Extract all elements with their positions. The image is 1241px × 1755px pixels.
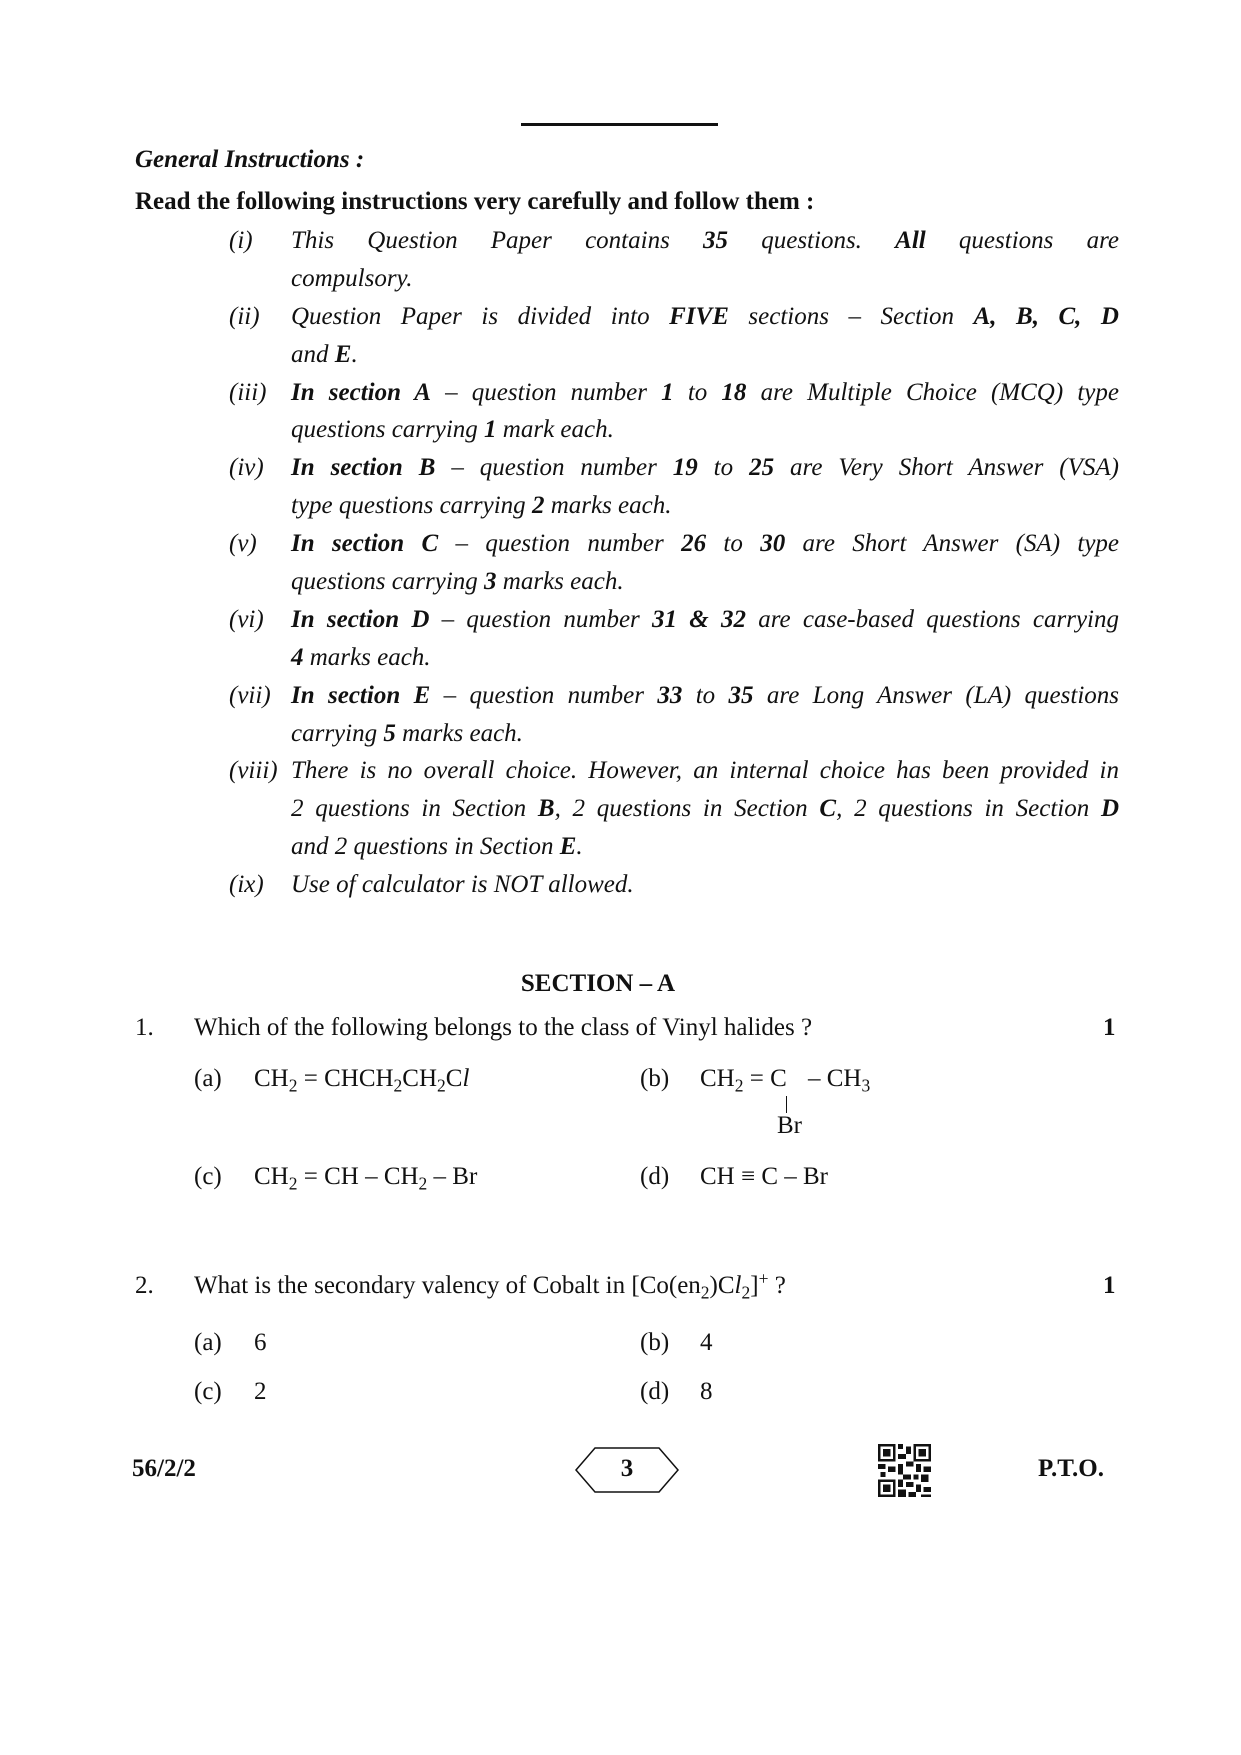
instruction-text: type questions carrying [291, 492, 532, 520]
instruction-emphasis: 35 [703, 227, 729, 254]
instruction-number: (i) [229, 227, 253, 254]
instruction-text: questions. [728, 227, 896, 254]
instruction-text: There is no overall choice. However, an internal choice has been provided in [291, 757, 1119, 785]
option-label: (a) [194, 1329, 222, 1356]
instruction-text: – question number [438, 530, 682, 558]
instruction-number: (vii) [229, 681, 271, 709]
instruction-emphasis: In section C [291, 530, 439, 558]
instruction-line [291, 563, 1119, 601]
instruction-text: . [576, 833, 583, 861]
instruction-emphasis: 25 [749, 454, 775, 482]
instruction-number: (iv) [229, 454, 264, 482]
instruction-text: are case-based questions carrying [745, 605, 1120, 633]
question-text: What is the secondary valency of Cobalt in $[Co(en_2)Cl_2]^+$ ? [194, 1268, 786, 1303]
instruction-line [291, 715, 1119, 753]
question-number: 2. [135, 1272, 154, 1299]
option-d-formula: CH ≡ C – Br [700, 1163, 829, 1190]
option-label: (d) [640, 1163, 670, 1190]
instruction-emphasis: E [334, 340, 352, 368]
instruction-line [291, 487, 1119, 525]
instruction-emphasis: 1 [661, 378, 674, 406]
instruction-text: Question Paper is divided into [291, 302, 670, 330]
instruction-emphasis: 33 [657, 681, 683, 709]
instruction-text: marks each. [395, 719, 523, 747]
instruction-line [291, 677, 1119, 715]
instruction-emphasis: 4 [291, 643, 304, 671]
instruction-number: (iii) [229, 378, 267, 406]
instruction-emphasis: 5 [383, 719, 396, 747]
option-b-formula: $CH_2 = C$ [700, 1065, 787, 1096]
instruction-text: , 2 questions in Section [554, 795, 820, 823]
instruction-number: (v) [229, 530, 257, 558]
instruction-text: are Multiple Choice (MCQ) type [746, 378, 1119, 406]
option-d-value: 8 [700, 1378, 713, 1405]
instruction-text: and [291, 340, 335, 368]
instruction-emphasis: 35 [728, 681, 754, 709]
option-label: (d) [640, 1378, 670, 1405]
instruction-emphasis: In section E [291, 681, 431, 709]
instruction-line [291, 601, 1119, 639]
instruction-text: to [697, 454, 750, 482]
question-number: 1. [135, 1014, 154, 1041]
option-a-formula: $CH_2$ = $CHCH_2CH_2Cl$ [254, 1065, 470, 1096]
instruction-line [291, 525, 1119, 563]
instructions-subheading: Read the following instructions very carefully and follow them : [135, 188, 815, 215]
instruction-text: marks each. [303, 643, 431, 671]
qr-code-icon [878, 1444, 931, 1497]
instruction-line [291, 260, 1119, 298]
instruction-line [291, 639, 1119, 677]
instruction-emphasis: In section B [291, 454, 436, 482]
top-rule [521, 123, 718, 126]
instruction-text: , 2 questions in Section [836, 795, 1101, 823]
option-label: (b) [640, 1329, 670, 1356]
instruction-text: – question number [430, 378, 662, 406]
instruction-line [291, 866, 1119, 904]
instruction-emphasis: FIVE [669, 302, 729, 330]
instruction-emphasis: 2 [531, 492, 545, 520]
instruction-emphasis: A, B, C, D [973, 302, 1119, 330]
option-b-formula-tail: – $CH_3$ [808, 1065, 871, 1096]
instruction-text: compulsory. [291, 264, 413, 292]
option-label: (c) [194, 1378, 222, 1405]
instruction-emphasis: C [819, 795, 837, 823]
instruction-text: marks each. [496, 568, 624, 596]
option-c-value: 2 [254, 1378, 267, 1405]
section-title: SECTION – A [520, 970, 676, 997]
instruction-text: are Short Answer (SA) type [785, 530, 1120, 558]
instruction-line [291, 411, 1119, 449]
instruction-line [291, 449, 1119, 487]
option-label: (a) [194, 1065, 222, 1092]
instruction-number: (vi) [229, 605, 264, 633]
option-c-formula: $CH_2$ = CH – $CH_2$ – Br [254, 1163, 478, 1194]
instruction-item [229, 449, 1119, 525]
instruction-text: are Long Answer (LA) questions [753, 681, 1119, 709]
instruction-emphasis: B [537, 795, 555, 823]
instruction-line [291, 336, 1119, 374]
instruction-emphasis: D [1100, 795, 1119, 823]
instruction-emphasis: In section D [291, 605, 430, 633]
pto-label: P.T.O. [1038, 1455, 1104, 1482]
option-label: (c) [194, 1163, 222, 1190]
instruction-text: This Question Paper contains [291, 227, 704, 254]
instruction-line [291, 298, 1119, 336]
instruction-emphasis: 3 [484, 568, 497, 596]
instruction-emphasis: 30 [760, 530, 786, 558]
option-label: (b) [640, 1065, 670, 1092]
instruction-text: sections – Section [728, 302, 974, 330]
instruction-text: questions carrying [291, 416, 485, 444]
instruction-item [229, 222, 1119, 298]
instruction-number: (ii) [229, 302, 260, 330]
question-text: Which of the following belongs to the class of Vinyl halides ? [194, 1014, 813, 1041]
instruction-text: – question number [435, 454, 673, 482]
instruction-text: to [673, 378, 722, 406]
instruction-number: (viii) [229, 757, 278, 785]
instruction-item [229, 525, 1119, 601]
instruction-item [229, 866, 1119, 904]
question-marks: 1 [1103, 1014, 1116, 1041]
instruction-text: – question number [430, 681, 658, 709]
instruction-line [291, 790, 1119, 828]
option-b-value: 4 [700, 1329, 713, 1356]
instructions-list [229, 222, 1119, 904]
instruction-text: questions are [925, 227, 1119, 254]
instruction-item [229, 374, 1119, 450]
instruction-text: are Very Short Answer (VSA) [774, 454, 1119, 482]
instruction-text: and 2 questions in Section [291, 833, 560, 861]
instruction-line [291, 828, 1119, 866]
instruction-text: 2 questions in Section [291, 795, 538, 823]
instruction-text: marks each. [544, 492, 672, 520]
instruction-emphasis: 26 [681, 530, 707, 558]
instruction-text: . [351, 340, 358, 368]
option-a-value: 6 [254, 1329, 267, 1356]
instruction-text: – question number [429, 605, 653, 633]
instruction-emphasis: 18 [721, 378, 747, 406]
instruction-text: Use of calculator is NOT allowed. [291, 871, 634, 899]
instruction-item [229, 752, 1119, 866]
instruction-line [291, 222, 1119, 260]
instruction-emphasis: 19 [672, 454, 698, 482]
instruction-emphasis: All [895, 227, 926, 254]
instruction-text: questions carrying [291, 568, 485, 596]
instruction-item [229, 601, 1119, 677]
instruction-line [291, 374, 1119, 412]
instruction-line [291, 752, 1119, 790]
bond-line [786, 1096, 787, 1113]
paper-code: 56/2/2 [132, 1455, 196, 1482]
instruction-emphasis: E [559, 833, 577, 861]
instruction-emphasis: 1 [484, 416, 497, 444]
instruction-number: (ix) [229, 871, 264, 899]
instruction-emphasis: 31 & 32 [652, 605, 746, 633]
instruction-item [229, 677, 1119, 753]
instruction-item [229, 298, 1119, 374]
instructions-heading: General Instructions : [135, 146, 365, 173]
instruction-text: carrying [291, 719, 384, 747]
question-marks: 1 [1103, 1272, 1116, 1299]
instruction-emphasis: In section A [291, 378, 431, 406]
option-b-substituent: Br [777, 1112, 802, 1139]
instruction-text: mark each. [496, 416, 614, 444]
instruction-text: to [682, 681, 729, 709]
instruction-text: to [706, 530, 761, 558]
page-number: 3 [620, 1455, 634, 1482]
